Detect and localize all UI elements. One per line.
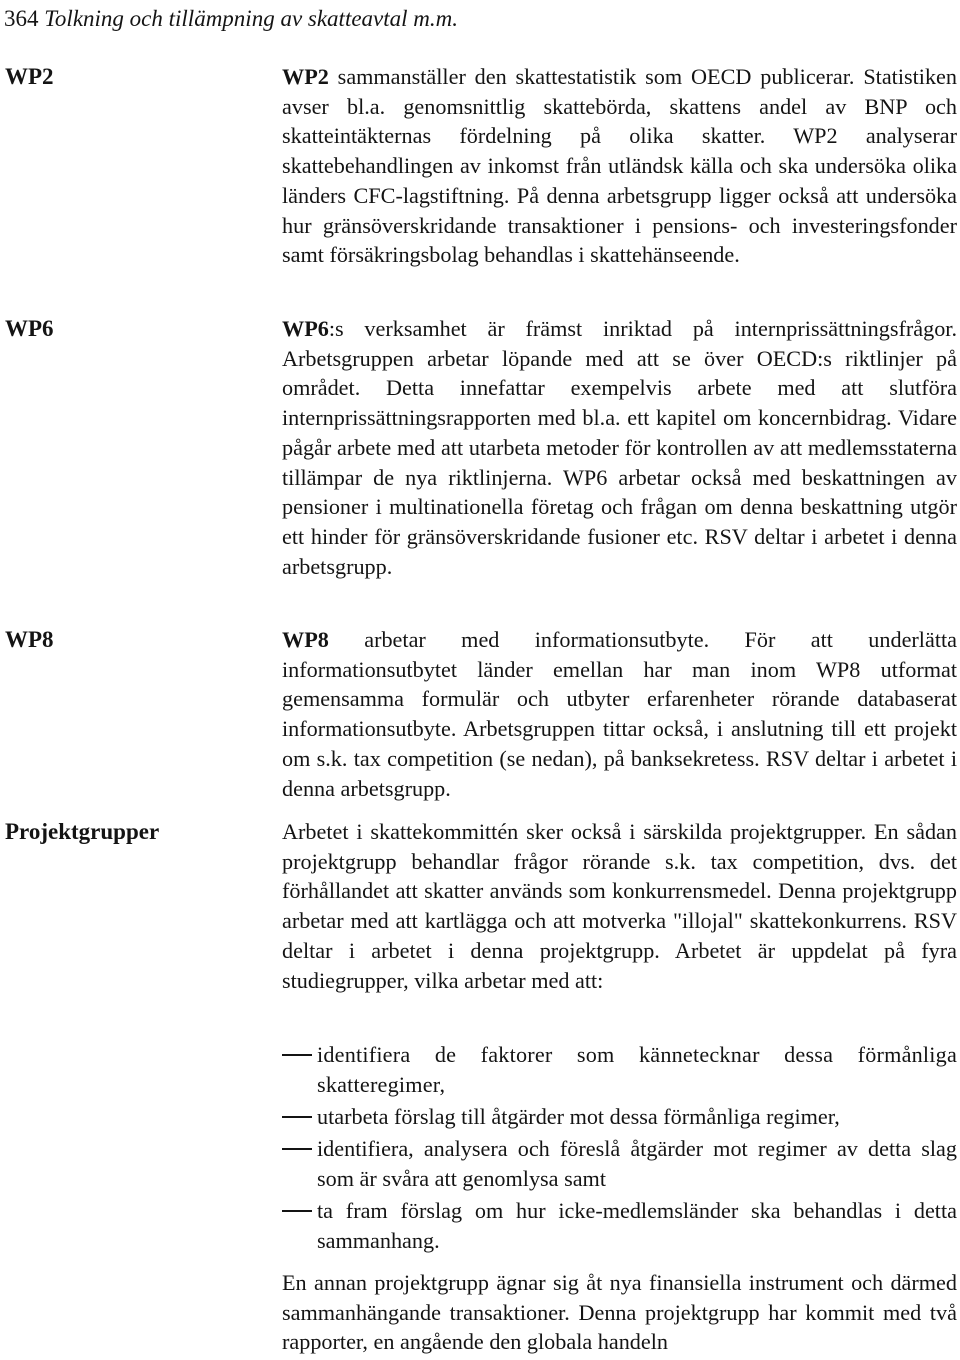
section-label-wp6: WP6 (5, 316, 54, 341)
list-item-text: ta fram förslag om hur icke-medlemsländer ska behandlas i detta sammanhang. (317, 1198, 957, 1253)
dash-bullet-icon (282, 1148, 312, 1150)
paragraph-text: sammanställer den skattestatistik som OECD publicerar. Statistiken avser bl.a. genomsnittlig skattebörda, skattens andel av BNP och skatteintäkternas fördelning på olika skatter. WP2 analyserar skattebehandlingen av inkomst från utländsk källa och ska undersöka olika länders CFC-lagstiftning. På denna arbetsgrupp ligger också att undersöka hur gränsöverskridande transaktioner i pensions- och investeringsfonder samt försäkringsbolag behandlas i skattehänseende. (282, 64, 957, 268)
dash-bullet-icon (282, 1210, 312, 1212)
paragraph-lead: WP8 (282, 627, 329, 652)
paragraph-lead: WP6 (282, 316, 329, 341)
list-item (282, 1102, 957, 1132)
dash-bullet-icon (282, 1054, 312, 1056)
section-label-wp2: WP2 (5, 64, 54, 89)
list-item (282, 1134, 957, 1194)
section-label-wp8: WP8 (5, 627, 54, 652)
list-item (282, 1040, 957, 1100)
paragraph-text: :s verksamhet är främst inriktad på internprissättningsfrågor. Arbetsgruppen arbetar löpande med att se över OECD:s riktlinjer på området. Detta innefattar exempelvis arbete med att slutföra internprissättningsrapporten med bl.a. ett kapitel om koncernbidrag. Vidare pågår arbete med att utarbeta metoder för kontrollen av att medlemsstaterna tillämpar de nya riktlinjerna. WP6 arbetar också med beskattningen av pensioner i multinationella företag och frågan om denna beskattning utgör ett hinder för gränsöverskridande fusioner etc. RSV deltar i arbetet i denna arbetsgrupp. (282, 316, 957, 579)
paragraph-wp2 (282, 62, 957, 270)
bullet-list (282, 1040, 957, 1258)
list-item-text: utarbeta förslag till åtgärder mot dessa förmånliga regimer, (317, 1104, 840, 1129)
paragraph-wp8 (282, 625, 957, 803)
list-item (282, 1196, 957, 1256)
paragraph-lead: WP2 (282, 64, 329, 89)
page-header (4, 4, 458, 34)
dash-bullet-icon (282, 1116, 312, 1118)
paragraph-projektgrupper-intro: Arbetet i skattekommittén sker också i särskilda projektgrupper. En sådan projektgrupp behandlar frågor rörande s.k. tax competition, dvs. det förhållandet att skatter används som konkurrensmedel. Denna projektgrupp arbetar med att kartlägga och att motverka "illojal" skattekonkurrens. RSV deltar i arbetet i denna projektgrupp. Arbetet är uppdelat på fyra studiegrupper, vilka arbetar med att: (282, 819, 957, 993)
paragraph-wp6 (282, 314, 957, 581)
page-number: 364 (4, 6, 39, 31)
running-title: Tolkning och tillämpning av skatteavtal m.m. (44, 6, 459, 31)
list-item-text: identifiera de faktorer som kännetecknar dessa förmånliga skatteregimer, (317, 1042, 957, 1097)
section-label-projektgrupper: Projektgrupper (5, 819, 160, 844)
paragraph-projektgrupper-closing: En annan projektgrupp ägnar sig åt nya finansiella instrument och därmed sammanhängande transaktioner. Denna projektgrupp har kommit med två rapporter, en angående den globala handeln (282, 1270, 957, 1355)
list-item-text: identifiera, analysera och föreslå åtgärder mot regimer av detta slag som är svåra att genomlysa samt (317, 1136, 957, 1191)
paragraph-text: arbetar med informationsutbyte. För att underlätta informationsutbytet länder emellan har man inom WP8 utformat gemensamma formulär och utbyter erfarenheter rörande databaserat informationsutbyte. Arbetsgruppen tittar också, i anslutning till ett projekt om s.k. tax competition (se nedan), på banksekretess. RSV deltar i arbetet i denna arbetsgrupp. (282, 627, 957, 801)
